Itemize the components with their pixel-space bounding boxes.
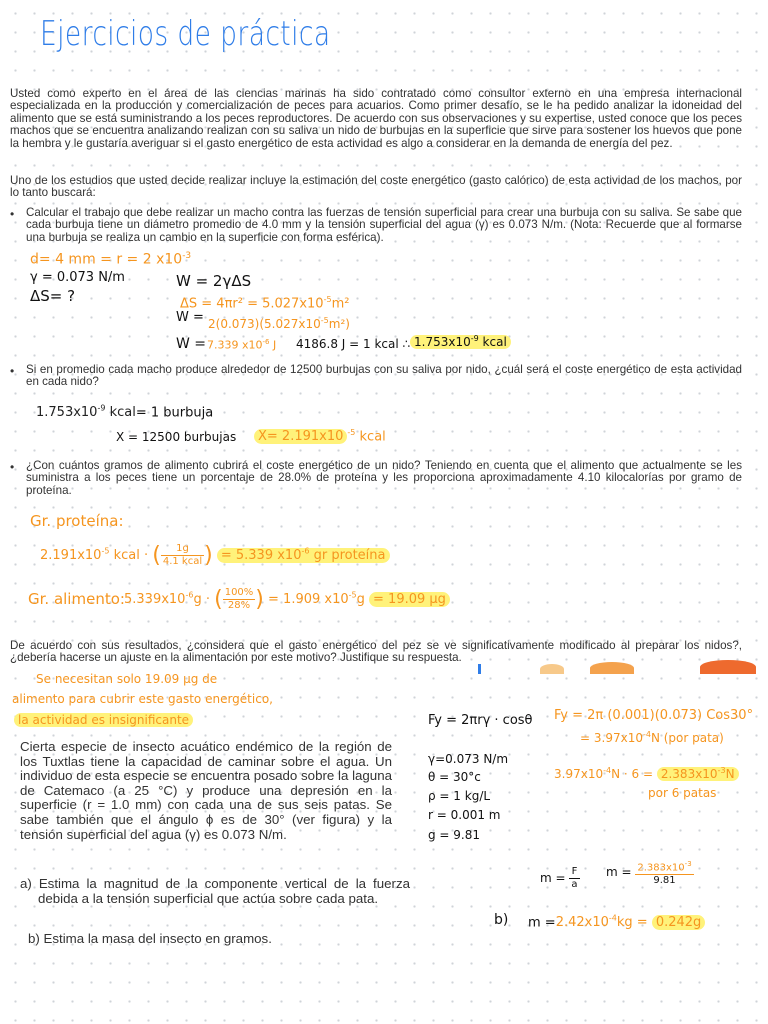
hw-work-substitution: $2(0.073)(5.027x10^{-5}m^2)$ (208, 316, 350, 331)
hw-part-b-label: b) (494, 912, 509, 928)
hw-protein-calc: $2.191x10^{-5}$ kcal · ( $\frac{1g}{\text{4.1 kcal}}$ ) = 5.339 $x10^{-6}$ gr proteína (40, 543, 390, 568)
decorative-shape (478, 664, 481, 674)
bullet-3-text: ¿Con cuántos gramos de alimento cubrirá el coste energético de un nido? Teniendo en cuenta que el alimento que actualmente se les suministra a los peces tiene un porcentaje de 28.0% de proteína y les proporciona aproximadamente 4.10 kilocalorías por gramo de proteína. (26, 459, 742, 497)
problem-2-part-a: a) Estima la magnitud de la componente vertical de la fuerza debida a la tensión superficial que actúa sobre cada pata. (20, 876, 410, 906)
bullet-1-text: Calcular el trabajo que debe realizar un macho contra las fuerzas de tensión superficial para crear una burbuja con su saliva. Se sabe que cada burbuja tiene un diámetro promedio de 4.0 mm y la tensión superficial del agua (γ) es 0.073 N/m. (Nota: Recuerde que al formarse una burbuja se realiza un cambio en la superficie con forma esférica). (26, 206, 742, 244)
hw-nest-cost: X= 2.191x10 $^{-5}$ kcal (254, 428, 386, 444)
hw-work-label: W = (176, 336, 207, 352)
bullet-3-dot: • (10, 460, 15, 474)
hw-rho: ρ = 1 kg/L (428, 789, 491, 803)
hw-work-kcal: $1.753x10^{-9}$ kcal (410, 334, 511, 349)
hw-protein-label: Gr. proteína: (30, 512, 124, 530)
hw-mass-formula: m = $\frac{F}{a}$ (540, 866, 578, 890)
intro-paragraph-1: Usted como experto en el área de las ciencias marinas ha sido contratado como consultor externo en una empresa internacional especializada en la producción y comercialización de peces para acuarios. Como primer desafío, se le ha pedido analizar la idoneidad del alimento que se está suministrando a los peces reproductores. De acuerdo con sus observaciones y su expertise, usted conoce que los peces machos que se encuentra analizando realizan con su saliva un nido de burbujas en la superficie que sirve para sostener los huevos que pone la hembra y le gustaría averiguar si el gasto energético de esta actividad es algo a considerar en la demanda de energía del pez. (10, 87, 742, 150)
hw-one-bubble: $1.753x10^{-9}$ kcal= 1 burbuja (36, 404, 214, 421)
decorative-shape (700, 660, 756, 674)
hw-diameter: d= 4 mm = r = 2 $x10^{-3}$ (30, 251, 192, 268)
problem-2-text: Cierta especie de insecto acuático endémico de la región de los Tuxtlas tiene la capacidad de caminar sobre el agua. Un individuo de esta especie se encuentra posado sobre la laguna de Catemaco (a 25 °C) y produce una depresión en la superficie (r = 1.0 mm) con cada una de sus seis patas. Se sabe también que el ángulo ϕ es de 30° (ver figura) y la tensión superficial del agua (γ) es 0.073 N/m. (20, 739, 392, 842)
hw-food-label: Gr. alimento: (28, 590, 125, 608)
hw-answer-line-3: la actividad es insignificante (14, 713, 193, 727)
hw-six-legs-calc: $3.97x10^{-4}N \cdot 6 = 2.383x10^{-3}N$ (554, 766, 739, 781)
bullet-1-dot: • (10, 207, 15, 221)
hw-work-joules: 7.339 $x10^{-6}$ J (207, 338, 277, 352)
decorative-shape (590, 662, 634, 674)
hw-work-sub-label: W = (176, 310, 204, 325)
bullet-2-text: Si en promedio cada macho produce alrededor de 12500 burbujas con su saliva por nido, ¿cuál será el coste energético de esta actividad en cada nido? (26, 363, 742, 389)
hw-fy-calc: Fy = 2π (0.001)(0.073) Cos30° (554, 708, 754, 723)
hw-mass-substitution: m = $\frac{2.383x10^{-3}}{9.81}$ (606, 860, 692, 887)
hw-work-formula: W = 2γΔS (176, 272, 252, 290)
hw-bubbles: X = 12500 burbujas (116, 430, 237, 444)
hw-conversion: 4186.8 J = 1 kcal ∴ (296, 337, 411, 351)
hw-gravity: g = 9.81 (428, 828, 481, 842)
hw-answer-line-1: Se necesitan solo 19.09 μg de (36, 672, 218, 686)
hw-fy-formula: Fy = 2πrγ · cosθ (428, 713, 533, 728)
hw-delta-s: ΔS= ? (30, 287, 76, 305)
intro-paragraph-2: Uno de los estudios que usted decide realizar incluye la estimación del coste energético (gasto calórico) de esta actividad de los machos, por lo tanto buscará: (10, 174, 742, 200)
bullet-2-dot: • (10, 364, 15, 378)
hw-answer-line-2: alimento para cubrir este gasto energético, (12, 692, 273, 706)
page-title: Ejercicios de práctica (40, 14, 331, 54)
problem-2-part-b: b) Estima la masa del insecto en gramos. (28, 931, 272, 946)
decorative-shape (540, 664, 564, 674)
hw-gamma-2: γ=0.073 N/m (428, 752, 509, 766)
conclusion-question: De acuerdo con sus resultados, ¿considera que el gasto energético del pez se ve significativamente modificado al preparar los nidos?, ¿debería hacerse un ajuste en la alimentación por este motivo? Justifique su respuesta. (10, 639, 742, 665)
hw-six-legs-note: por 6 patas (648, 786, 717, 800)
hw-delta-s-calc: $\Delta S = 4\pi r^2 = 5.027x10^{-5}m^2$ (180, 295, 350, 312)
hw-food-calc: $5.339x10^{-6}g$ · ( $\frac{100\%}{28\%}$ ) = 1.909 $x10^{-5}g = 19.09$ μg (124, 587, 450, 612)
hw-gamma: γ = 0.073 N/m (30, 270, 125, 285)
hw-fy-result: = $3.97x10^{-4}N$ (por pata) (580, 730, 724, 745)
hw-radius: r = 0.001 m (428, 808, 501, 822)
hw-theta: θ = 30°c (428, 770, 481, 784)
hw-mass-result: $m =2.42x10^{-4}kg = 0.242g$ (528, 914, 705, 930)
